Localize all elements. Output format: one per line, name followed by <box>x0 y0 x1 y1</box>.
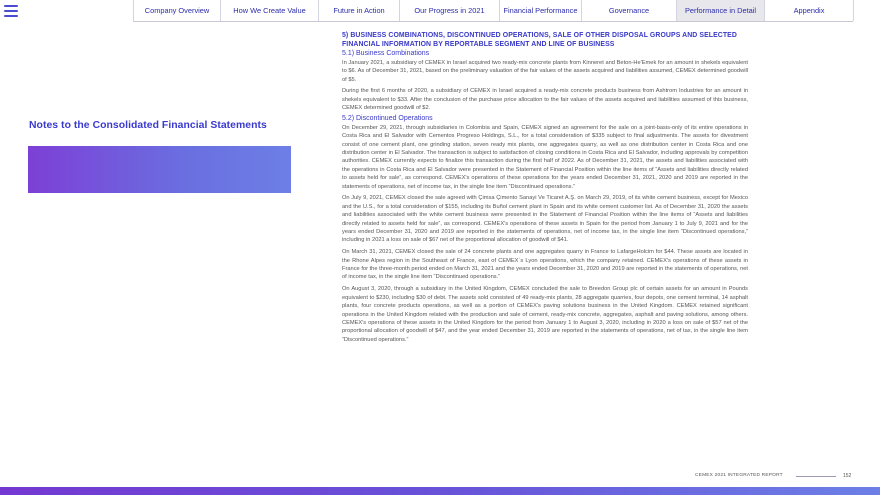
subheading-business-combinations: 5.1) Business Combinations <box>342 50 430 58</box>
paragraph: On August 3, 2020, through a subsidiary in the United Kingdom, CEMEX concluded the sale to Breedon Group plc of certain assets for an amount in Pounds equivalent to $230, including $30 of debt. The assets sold consisted of 49 ready-mix plants, 28 aggregate quarries, four depots, one cement terminal, 14 asphalt plants, four concrete products operations, as well as a portion of CEMEX's paving solutions business in the United Kingdom. CEMEX retained significant operations in the United Kingdom related with the production and sale of cement, ready-mix concrete, aggregates, asphalt and paving solutions, among others. CEMEX's operations of these assets in the United Kingdom for the period from January 1 to August 3, 2020, including in 2020 a loss on sale of $57 net of the proportional allocation of goodwill of $47, and the year ended December 31, 2019 are reported in the statements of operations, net of tax, in the single line item “Discontinued operations.” <box>342 286 748 343</box>
nav-our-progress-2021[interactable]: Our Progress in 2021 <box>414 6 485 15</box>
subheading-discontinued-operations: 5.2) Discontinued Operations <box>342 115 433 123</box>
hamburger-menu-icon[interactable] <box>4 5 18 17</box>
nav-performance-in-detail[interactable]: Performance in Detail <box>677 0 764 21</box>
section-title: Notes to the Consolidated Financial Statements <box>29 120 267 131</box>
nav-separator <box>853 0 854 21</box>
nav-future-in-action[interactable]: Future in Action <box>333 6 385 15</box>
nav-company-overview[interactable]: Company Overview <box>144 6 210 15</box>
footer-divider <box>796 476 836 477</box>
paragraph: In January 2021, a subsidiary of CEMEX in Israel acquired two ready-mix concrete plants from Kinneret and Beton-He'Emek for an amount in shekels equivalent to $6. As of December 31, 2021, based on the preliminary valuation of the fair values of the assets acquired and liabilities assumed, CEMEX determined goodwill of $5. <box>342 59 748 83</box>
decorative-gradient-panel <box>28 146 291 193</box>
nav-governance[interactable]: Governance <box>608 6 650 15</box>
nav-divider <box>133 21 853 22</box>
note-heading: 5) BUSINESS COMBINATIONS, DISCONTINUED OPERATIONS, SALE OF OTHER DISPOSAL GROUPS AND SELECTED FINANCIAL INFORMATION BY REPORTABLE SEGMENT AND LINE OF BUSINESS <box>342 32 737 48</box>
bottom-gradient-bar <box>0 487 880 495</box>
nav-how-we-create-value[interactable]: How We Create Value <box>233 6 306 15</box>
top-navigation <box>0 0 880 22</box>
page-number: 152 <box>843 473 852 479</box>
notes-content <box>342 31 748 344</box>
nav-financial-performance[interactable]: Financial Performance <box>503 6 578 15</box>
paragraph: During the first 6 months of 2020, a subsidiary of CEMEX in Israel acquired a ready-mix concrete products business from Ashtrom Industries for an amount in shekels equivalent to $33. After the conclusion of the purchase price allocation to the fair values of the assets acquired and liabilities assumed of this business, CEMEX determined goodwill of $2. <box>342 88 748 112</box>
footer-report-title: CEMEX 2021 INTEGRATED REPORT <box>695 473 783 478</box>
nav-appendix[interactable]: Appendix <box>793 6 825 15</box>
paragraph: On March 31, 2021, CEMEX closed the sale of 24 concrete plants and one aggregates quarry in France to LafargeHolcim for $44. These assets are located in the Rhone Alpes region in the Southeast of France, east of CEMEX´s Lyon operations, which the company retained. CEMEX's operations of these assets in France for the three-month period ended on March 31, 2021 and the years ended December 31, 2020 and 2019 are reported in the statements of operations, net of income tax, in the single line item “Discontinued operations.” <box>342 249 748 281</box>
paragraph: On July 9, 2021, CEMEX closed the sale agreed with Çimsa Çimento Sanayi Ve Ticaret A.Ş. on March 29, 2019, of its white cement business, except for Mexico and the U.S., for a total consideration of $155, including its Buñol cement plant in Spain and its white cement customer list. As of December 31, 2020 the assets and liabilities associated with the white cement business were presented in the Statement of Financial Position within the line items of “Assets and liabilities directly related to assets held for sale”, as correspond. CEMEX's operations of these assets in Spain for the period from January 1 to July 9, 2021 and for the years ended December 31, 2020 and 2019 are reported in the statements of operations, net of income tax, in the single line item “Discontinued operations,” including in 2021 a loss on sale of $67 net of the proportional allocation of goodwill of $41. <box>342 195 748 244</box>
paragraph: On December 29, 2021, through subsidiaries in Colombia and Spain, CEMEX signed an agreement for the sale on a joint-basis-only of its entire operations in Costa Rica and El Salvador with Cementos Progreso Holdings, S.L., for a total consideration of $335 subject to final adjustments. The assets for divestment consist of one cement plant, one grinding station, seven ready mix plants, one aggregates quarry, as well as one distribution center in Costa Rica and one distribution center in El Salvador. The transaction is subject to satisfaction of closing conditions in Costa Rica and El Salvador, including approvals by competition authorities. CEMEX currently expects to finalize this transaction during the first half of 2022. As of December 31, 2021, the assets and liabilities associated with the operations in Costa Rica and El Salvador were presented in the Statement of Financial Position within the line items of “Assets and liabilities directly related to assets held for sale”, as correspond. CEMEX's operations of these operations for the years ended December 31, 2021, 2020 and 2019 are reported in the statements of operations, net of income tax, in the single line item “Discontinued operations.” <box>342 124 748 190</box>
